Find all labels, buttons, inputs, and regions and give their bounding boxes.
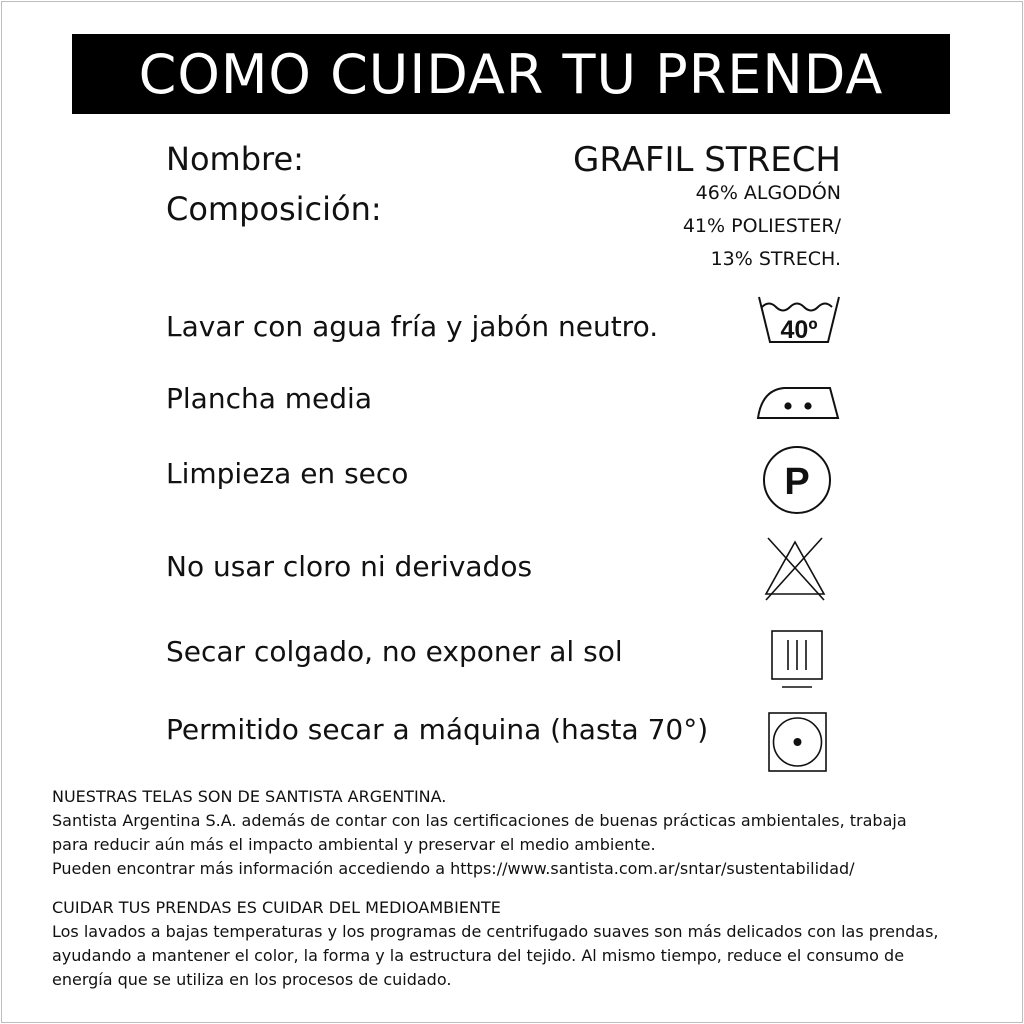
wash-40-icon [756, 294, 842, 346]
footer-paragraph-1-line-2: para reducir aún más el impacto ambiental y preservar el medio ambiente. [52, 835, 656, 854]
footer-heading-2: CUIDAR TUS PRENDAS ES CUIDAR DEL MEDIOAMBIENTE [52, 898, 501, 917]
composition-line-2: 41% POLIESTER/ [682, 215, 841, 237]
wash-40-label: 40º [780, 316, 818, 344]
care-linedry-text: Secar colgado, no exponer al sol [166, 635, 623, 668]
footer-paragraph-2-line-1: Los lavados a bajas temperaturas y los programas de centrifugado suaves son más delicados con las prendas, [52, 922, 939, 941]
footer-paragraph-2-line-3: energía que se utiliza en los procesos de cuidado. [52, 970, 452, 989]
care-dryclean-text: Limpieza en seco [166, 457, 409, 490]
tumble-dry-icon [766, 710, 830, 774]
footer-paragraph-1-line-1: Santista Argentina S.A. además de contar con las certificaciones de buenas prácticas ambientales, trabaja [52, 811, 907, 830]
iron-two-dots-icon [754, 382, 842, 420]
care-iron-text: Plancha media [166, 382, 372, 415]
dry-clean-letter: P [784, 461, 810, 503]
composition-label: Composición: [166, 190, 382, 228]
name-value: GRAFIL STRECH [573, 140, 841, 180]
page-title: COMO CUIDAR TU PRENDA [138, 42, 884, 106]
footer-paragraph-1-line-3: Pueden encontrar más información accediendo a https://www.santista.com.ar/sntar/sustentabilidad/ [52, 859, 855, 878]
dry-clean-p-icon [761, 444, 833, 516]
footer-heading-1: NUESTRAS TELAS SON DE SANTISTA ARGENTINA. [52, 787, 447, 806]
care-wash-text: Lavar con agua fría y jabón neutro. [166, 310, 659, 343]
line-dry-shade-icon [768, 628, 828, 692]
title-banner [72, 34, 950, 114]
care-bleach-text: No usar cloro ni derivados [166, 550, 533, 583]
care-tumbledry-text: Permitido secar a máquina (hasta 70°) [166, 713, 709, 746]
name-label: Nombre: [166, 140, 304, 178]
footer-paragraph-2-line-2: ayudando a mantener el color, la forma y la estructura del tejido. Al mismo tiempo, reduce el consumo de [52, 946, 905, 965]
no-bleach-icon [762, 534, 828, 602]
composition-line-3: 13% STRECH. [710, 248, 841, 270]
composition-line-1: 46% ALGODÓN [695, 182, 841, 204]
